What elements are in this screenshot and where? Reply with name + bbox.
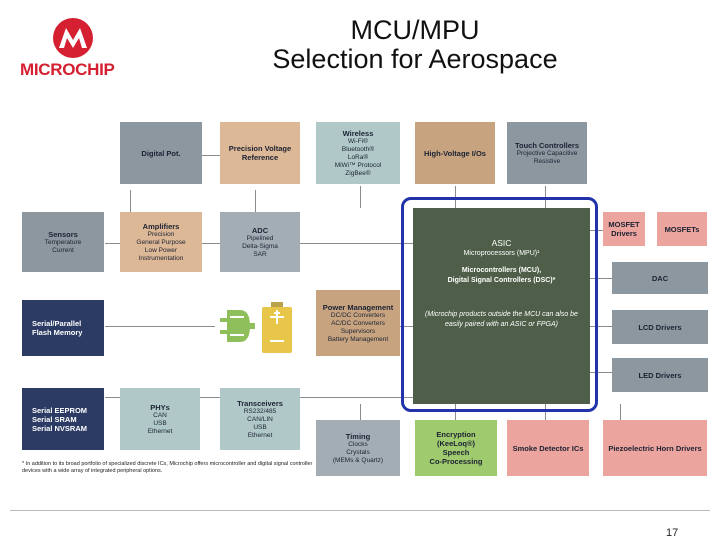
block-title: Serial EEPROM: [32, 405, 88, 415]
block-mosfet-drivers: [603, 212, 645, 246]
connector: [360, 186, 361, 208]
block-title: Digital Pot.: [141, 148, 181, 158]
block-title: Serial/Parallel Flash Memory: [32, 319, 83, 337]
block-item: DC/DC Converters: [330, 311, 386, 319]
block-item: AC/DC Converters: [331, 319, 385, 327]
block-item: Projective Capacitive: [516, 149, 578, 157]
block-sensors: [22, 212, 104, 272]
block-item: LoRa®: [347, 153, 369, 161]
block-encryption: [415, 420, 497, 476]
block-digital-pot: [120, 122, 202, 184]
block-title: Touch Controllers: [514, 140, 580, 150]
divider: [10, 510, 710, 511]
block-high-voltage: [415, 122, 495, 184]
block-item: Serial SRAM: [32, 414, 77, 424]
block-item: Ethernet: [147, 427, 173, 435]
block-timing: [316, 420, 400, 476]
block-item: SAR: [253, 250, 267, 258]
logo-wordmark: MICROCHIP: [20, 60, 115, 79]
block-title: Encryption: [436, 430, 476, 439]
title-line-2: Selection for Aerospace: [272, 44, 558, 74]
mcu-line-1: Microcontrollers (MCU),: [461, 267, 542, 274]
block-precision-voltage: [220, 122, 300, 184]
block-wireless: [316, 122, 400, 184]
block-phys: [120, 388, 200, 450]
block-item: CAN/LIN: [247, 415, 273, 423]
block-title: LCD Drivers: [638, 322, 682, 332]
block-item: General Purpose: [136, 238, 186, 246]
block-lcd-drivers: [612, 310, 708, 344]
block-led-drivers: [612, 358, 708, 392]
page-number: 17: [666, 527, 679, 539]
battery-icon: [260, 302, 294, 354]
block-title: Wireless: [342, 128, 374, 138]
connector: [360, 404, 361, 420]
block-touch-controllers: [507, 122, 587, 184]
block-title: LED Drivers: [638, 370, 682, 380]
block-dac: [612, 262, 708, 294]
connector: [620, 404, 621, 420]
block-title: Smoke Detector ICs: [512, 443, 584, 453]
block-item: Pipelined: [246, 234, 274, 242]
block-title: Sensors: [48, 229, 78, 239]
block-serial-eeprom: [22, 388, 104, 450]
block-item: Temperature: [44, 238, 82, 246]
connector: [300, 243, 413, 244]
block-title: Transceivers: [237, 398, 283, 408]
block-item: CAN: [153, 411, 167, 419]
microchip-logo-icon: [48, 14, 128, 60]
block-title: MOSFETs: [664, 224, 700, 234]
block-item: Battery Management: [327, 335, 389, 343]
block-item: Delta-Sigma: [242, 242, 278, 250]
block-item: RS232/485: [243, 407, 277, 415]
block-item: Wi-Fi®: [348, 137, 368, 145]
block-title: DAC: [651, 273, 669, 283]
mcu-line-2: Digital Signal Controllers (DSC)*: [447, 277, 556, 284]
block-item: USB: [153, 419, 167, 427]
block-smoke-detector: [507, 420, 589, 476]
block-item: Current: [52, 246, 74, 254]
footnote: * In addition to its broad portfolio of specialized discrete ICs, Microchip offers microcontroller and digital signal controller devices with a wide array of integrated peripheral options.: [22, 461, 313, 474]
block-item: USB: [253, 423, 267, 431]
block-item: Serial NVSRAM: [32, 423, 88, 433]
connector: [105, 326, 215, 327]
block-piezo-horn: [603, 420, 707, 476]
block-item: Clocks: [348, 440, 368, 448]
block-amplifiers: [120, 212, 202, 272]
block-adc: [220, 212, 300, 272]
microchip-logo: [18, 14, 138, 80]
block-item: Crystals: [346, 448, 370, 456]
block-mosfets: [657, 212, 707, 246]
page-title: [200, 16, 630, 74]
block-title: Piezoelectric Horn Drivers: [608, 443, 702, 453]
connector: [255, 190, 256, 212]
block-item: Resistive: [533, 157, 561, 165]
connector: [130, 190, 131, 212]
title-line-1: MCU/MPU: [350, 15, 480, 45]
power-icons: [216, 300, 296, 356]
connector: [300, 397, 413, 398]
block-title: Timing: [345, 431, 371, 441]
asic-label: ASIC: [491, 238, 512, 248]
block-title: Amplifiers: [142, 221, 180, 231]
block-item: ZigBee®: [345, 169, 371, 177]
highlight-outline: [401, 197, 598, 412]
block-transceivers: [220, 388, 300, 450]
block-title: High-Voltage I/Os: [424, 148, 486, 158]
block-title: Precision Voltage Reference: [228, 144, 292, 162]
block-item: Supervisors: [340, 327, 376, 335]
mpu-label: Microprocessors (MPU)¹: [463, 250, 540, 257]
block-item: Ethernet: [247, 431, 273, 439]
block-item: Co-Processing: [429, 457, 483, 466]
block-item: MiWi™ Protocol: [334, 161, 382, 169]
center-note: (Microchip products outside the MCU can also be easily paired with an ASIC or FPGA): [425, 311, 578, 328]
block-item: Instrumentation: [138, 254, 184, 262]
block-title: Power Management: [322, 302, 394, 312]
block-item: Precision: [147, 230, 175, 238]
block-title: ADC: [251, 225, 269, 235]
block-power-management: [316, 290, 400, 356]
block-item: (KeeLoq®): [436, 439, 476, 448]
block-title: PHYs: [150, 402, 170, 412]
block-serial-parallel-flash: [22, 300, 104, 356]
connector: [105, 397, 120, 398]
connector: [105, 243, 120, 244]
block-title: MOSFET Drivers: [608, 220, 640, 238]
block-item: Speech: [442, 448, 470, 457]
block-item: Bluetooth®: [341, 145, 375, 153]
block-item: Low Power: [144, 246, 178, 254]
block-item: (MEMs & Quartz): [332, 456, 384, 464]
